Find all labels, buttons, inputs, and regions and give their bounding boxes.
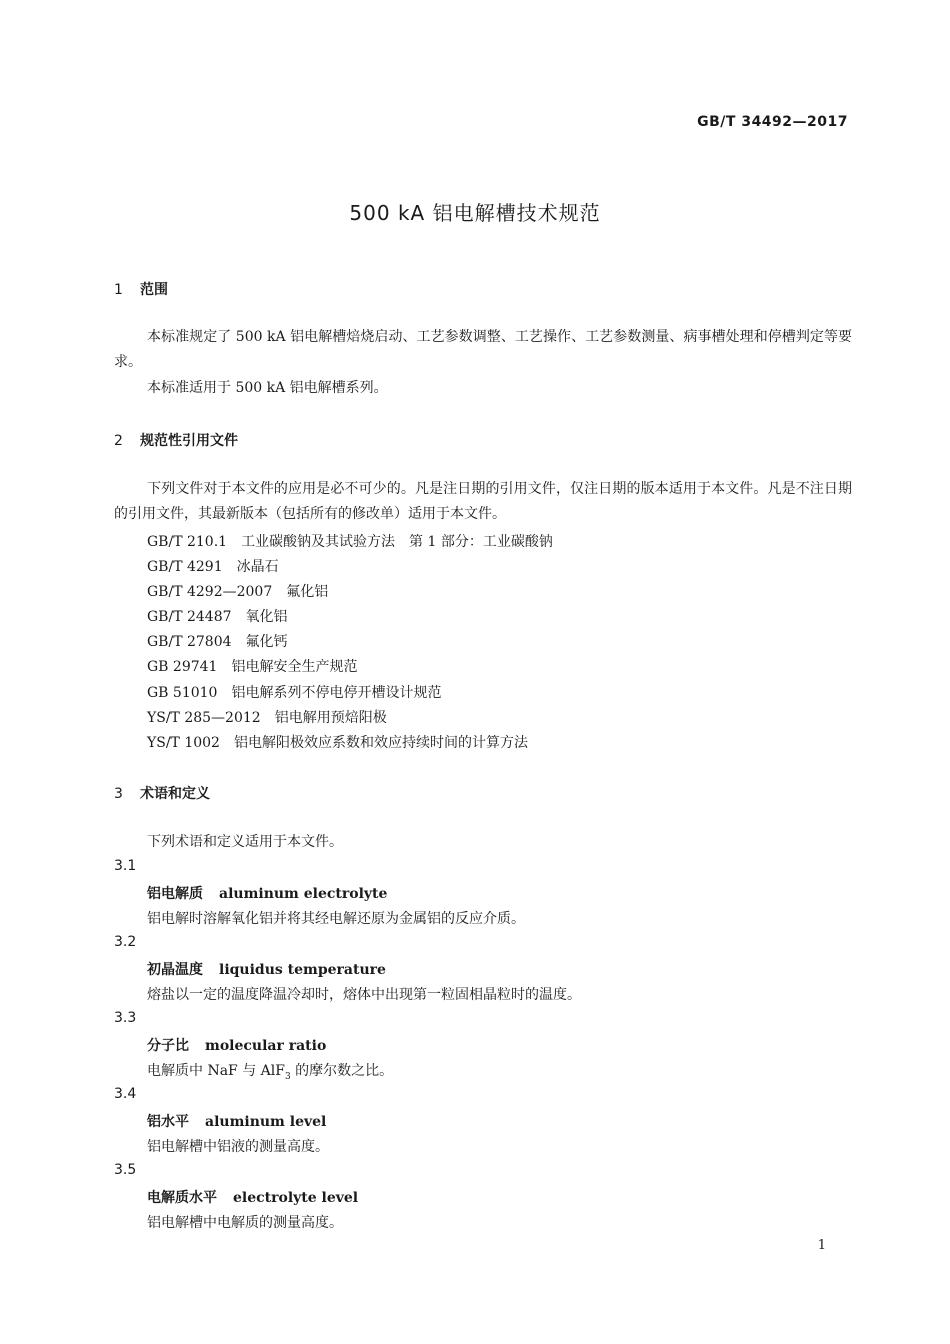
reference-title: 工业碳酸钠及其试验方法 第 1 部分：工业碳酸钠 [241,534,553,550]
section-heading-normative-references [114,430,238,450]
term-name-zh: 分子比 [147,1038,189,1054]
reference-item [147,707,387,727]
term-definition: 熔盐以一定的温度降温冷却时，熔体中出现第一粒固相晶粒时的温度。 [147,987,581,1003]
standard-number: GB/T 34492—2017 [697,114,848,130]
term-name-en: aluminum level [205,1114,327,1130]
reference-code: YS/T 285—2012 [147,710,261,726]
term-name [147,1035,326,1055]
reference-item [147,732,528,752]
reference-code: GB 51010 [147,685,218,701]
paragraph: 下列术语和定义适用于本文件。 [147,834,343,850]
reference-code: GB/T 210.1 [147,534,228,550]
reference-item [147,531,553,551]
term-definition: 铝电解时溶解氧化铝并将其经电解还原为金属铝的反应介质。 [147,911,525,927]
definition-text: 的摩尔数之比。 [290,1063,394,1079]
section-title: 规范性引用文件 [140,433,238,449]
term-number: 3.5 [114,1162,137,1178]
paragraph: 下列文件对于本文件的应用是必不可少的。凡是注日期的引用文件，仅注日期的版本适用于本文件。凡是不注日期的引用文件，其最新版本（包括所有的修改单）适用于本文件。 [114,481,852,522]
term-name-zh: 铝水平 [147,1114,189,1130]
term-definition: 铝电解槽中电解质的测量高度。 [147,1215,343,1231]
reference-item [147,581,328,601]
section-title: 术语和定义 [140,786,210,802]
reference-title: 铝电解安全生产规范 [231,659,358,675]
reference-item [147,606,288,626]
document-title: 500 kA 铝电解槽技术规范 [349,201,601,225]
reference-item [147,656,357,676]
paragraph: 本标准适用于 500 kA 铝电解槽系列。 [147,380,388,396]
term-name [147,1187,358,1207]
section-heading-scope [114,279,168,299]
term-name-en: aluminum electrolyte [219,886,388,902]
reference-code: GB/T 4291 [147,559,223,575]
term-number: 3.4 [114,1086,137,1102]
section-heading-terms-and-definitions [114,783,210,803]
subscript: 3 [284,1071,291,1082]
term-definition: 铝电解槽中铝液的测量高度。 [147,1139,329,1155]
reference-title: 氟化铝 [286,584,329,600]
reference-item [147,631,288,651]
term-name-en: liquidus temperature [219,962,386,978]
term-name [147,1111,326,1131]
term-name [147,959,386,979]
term-number: 3.2 [114,934,137,950]
reference-item [147,556,279,576]
term-name-zh: 初晶温度 [147,962,203,978]
term-name-zh: 铝电解质 [147,886,203,902]
reference-code: GB 29741 [147,659,218,675]
section-number: 3 [114,786,123,802]
term-name-en: electrolyte level [233,1190,359,1206]
reference-item [147,682,441,702]
term-name-en: molecular ratio [205,1038,327,1054]
reference-code: YS/T 1002 [147,735,220,751]
term-definition [147,1060,393,1082]
reference-title: 铝电解系列不停电停开槽设计规范 [231,685,442,701]
term-number: 3.3 [114,1010,137,1026]
term-name-zh: 电解质水平 [147,1190,217,1206]
paragraph: 本标准规定了 500 kA 铝电解槽焙烧启动、工艺参数调整、工艺操作、工艺参数测量、病事槽处理和停槽判定等要求。 [114,329,852,370]
reference-code: GB/T 27804 [147,634,232,650]
term-number: 3.1 [114,858,137,874]
reference-title: 氟化钙 [245,634,288,650]
reference-code: GB/T 24487 [147,609,232,625]
reference-title: 铝电解用预焙阳极 [274,710,387,726]
section-number: 2 [114,433,123,449]
definition-text: 电解质中 NaF 与 AlF [147,1063,285,1079]
reference-title: 氧化铝 [245,609,288,625]
term-name [147,883,387,903]
section-number: 1 [114,282,123,298]
section-title: 范围 [140,282,168,298]
reference-code: GB/T 4292—2007 [147,584,273,600]
reference-title: 冰晶石 [236,559,279,575]
page-number: 1 [817,1238,826,1253]
reference-title: 铝电解阳极效应系数和效应持续时间的计算方法 [233,735,528,751]
